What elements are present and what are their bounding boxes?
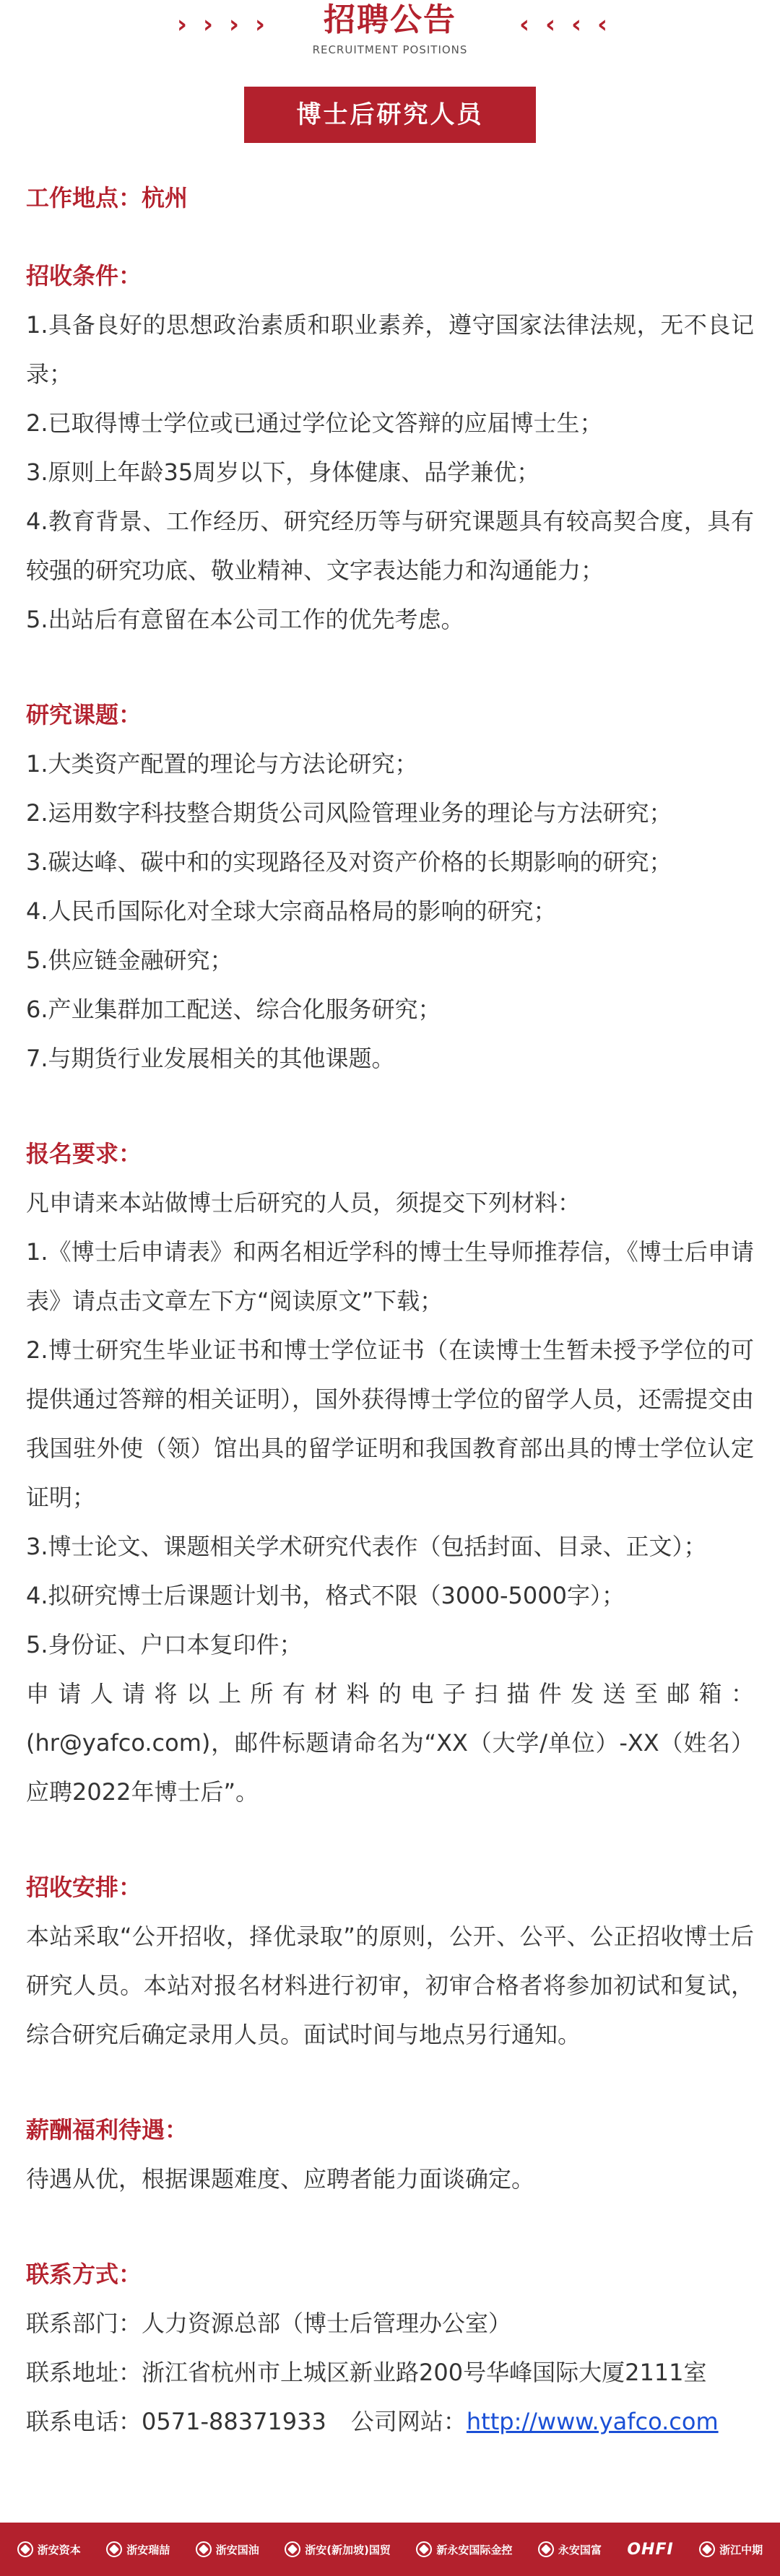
chevron-left-icon: ‹ [519, 10, 528, 39]
list-item: 3.博士论文、课题相关学术研究代表作（包括封面、目录、正文）； [26, 1533, 707, 1560]
list-item: 2.运用数字科技整合期货公司风险管理业务的理论与方法研究； [26, 799, 672, 827]
section-requirements [26, 1129, 754, 1816]
chevron-right-icon: › [254, 10, 264, 39]
logo-ohfi: OHFI [627, 2540, 674, 2559]
chevron-left-icon: ‹ [545, 10, 554, 39]
main-content [26, 173, 754, 2446]
logo-zhean-guoyou: 浙安国油 [196, 2541, 259, 2557]
contact-address: 联系地址：浙江省杭州市上城区新业路200号华峰国际大厦2111室 [26, 2359, 707, 2386]
section-heading: 研究课题： [26, 701, 142, 728]
section-arrangement [26, 1863, 754, 2059]
page-title: 招聘公告 [324, 1, 456, 38]
list-item: 5.出站后有意留在本公司工作的优先考虑。 [26, 606, 464, 633]
email-note: 申请人请将以上所有材料的电子扫描件发送至邮箱：(hr@yafco.com)，邮件标题请命名为“XX（大学/单位）-XX（姓名）应聘2022年博士后”。 [26, 1680, 754, 1806]
list-item: 1.《博士后申请表》和两名相近学科的博士生导师推荐信，《博士后申请表》请点击文章左下方“阅读原文”下载； [26, 1238, 754, 1315]
brand-logo-icon [699, 2541, 715, 2557]
section-heading: 联系方式： [26, 2260, 142, 2288]
logo-zhean-ruizhe: 浙安瑞喆 [106, 2541, 170, 2557]
brand-logo-icon [285, 2541, 300, 2557]
logo-zhean-capital: 浙安资本 [17, 2541, 81, 2557]
header [0, 0, 780, 72]
section-heading: 报名要求： [26, 1140, 142, 1167]
list-item: 2.博士研究生毕业证书和博士学位证书（在读博士生暂未授予学位的可提供通过答辩的相关证明），国外获得博士学位的留学人员，还需提交由我国驻外使（领）馆出具的留学证明和我国教育部出具的博士学位认定证明； [26, 1336, 755, 1511]
section-topics [26, 690, 754, 1083]
right-chevrons [511, 10, 614, 39]
contact-phone-website [26, 2397, 754, 2446]
list-item: 1.大类资产配置的理论与方法论研究； [26, 750, 418, 778]
section-heading: 薪酬福利待遇： [26, 2116, 188, 2144]
list-item: 6.产业集群加工配送、综合化服务研究； [26, 996, 441, 1023]
logo-zhejiang-zhongqi: 浙江中期 [699, 2541, 763, 2557]
arrangement-text: 本站采取“公开招收，择优录取”的原则，公开、公平、公正招收博士后研究人员。本站对报名材料进行初审，初审合格者将参加初试和复试，综合研究后确定录用人员。面试时间与地点另行通知。 [26, 1923, 754, 2048]
page-subtitle: RECRUITMENT POSITIONS [312, 43, 468, 56]
list-item: 5.身份证、户口本复印件； [26, 1631, 303, 1658]
logo-zhean-singapore: 浙安(新加坡)国贸 [285, 2541, 391, 2557]
brand-logo-icon [17, 2541, 33, 2557]
brand-logo-icon [416, 2541, 432, 2557]
intro-text: 凡申请来本站做博士后研究的人员，须提交下列材料： [26, 1189, 581, 1217]
brand-logo-icon [538, 2541, 554, 2557]
logo-new-yongan: 新永安国际金控 [416, 2541, 512, 2557]
benefits-text: 待遇从优，根据课题难度、应聘者能力面谈确定。 [26, 2165, 535, 2193]
chevron-right-icon: › [202, 10, 212, 39]
contact-phone: 联系电话：0571-88371933 [26, 2408, 326, 2435]
section-contact [26, 2250, 754, 2446]
chevron-right-icon: › [176, 10, 186, 39]
footer-logo-bar [0, 2523, 780, 2576]
chevron-right-icon: › [228, 10, 238, 39]
brand-logo-icon [106, 2541, 122, 2557]
chevron-left-icon: ‹ [597, 10, 606, 39]
section-heading: 招收安排： [26, 1874, 142, 1901]
list-item: 4.拟研究博士后课题计划书，格式不限（3000-5000字）； [26, 1582, 625, 1609]
section-heading: 招收条件： [26, 262, 142, 290]
position-banner: 博士后研究人员 [244, 87, 536, 143]
brand-logo-icon [196, 2541, 212, 2557]
list-item: 5.供应链金融研究； [26, 947, 233, 974]
list-item: 7.与期货行业发展相关的其他课题。 [26, 1045, 395, 1072]
list-item: 1.具备良好的思想政治素质和职业素养，遵守国家法律法规，无不良记录； [26, 311, 754, 388]
work-location: 工作地点：杭州 [26, 184, 188, 212]
contact-department: 联系部门：人力资源总部（博士后管理办公室） [26, 2310, 512, 2337]
list-item: 3.碳达峰、碳中和的实现路径及对资产价格的长期影响的研究； [26, 848, 672, 876]
section-benefits [26, 2105, 754, 2203]
website-link[interactable]: http://www.yafco.com [466, 2408, 719, 2435]
list-item: 4.人民币国际化对全球大宗商品格局的影响的研究； [26, 897, 557, 925]
list-item: 4.教育背景、工作经历、研究经历等与研究课题具有较高契合度，具有较强的研究功底、敬业精神、文字表达能力和沟通能力； [26, 508, 754, 584]
section-conditions [26, 251, 754, 644]
list-item: 2.已取得博士学位或已通过学位论文答辩的应届博士生； [26, 409, 603, 437]
logo-yongan-guofu: 永安国富 [538, 2541, 602, 2557]
chevron-left-icon: ‹ [571, 10, 580, 39]
list-item: 3.原则上年龄35周岁以下，身体健康、品学兼优； [26, 458, 540, 486]
website-label: 公司网站： [350, 2408, 467, 2435]
